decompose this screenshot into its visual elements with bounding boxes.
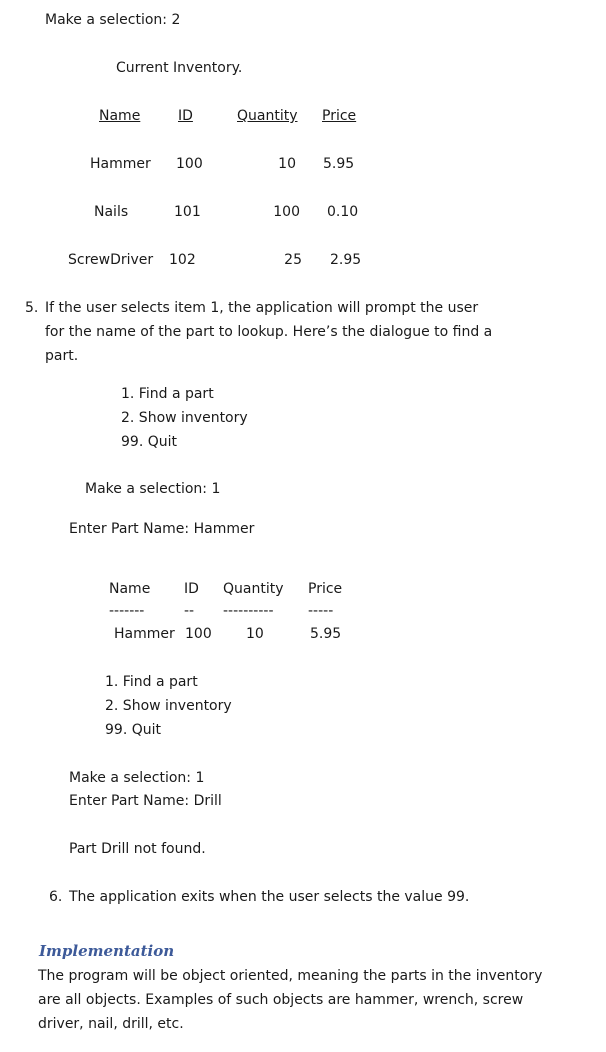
row-name: Hammer	[90, 156, 151, 172]
implementation-line: The program will be object oriented, meaning the parts in the inventory	[38, 968, 543, 984]
row-quantity: 25	[284, 252, 302, 268]
step-6-number: 6.	[49, 889, 63, 905]
row-id: 100	[176, 156, 203, 172]
implementation-line: are all objects. Examples of such objects are hammer, wrench, screw	[38, 992, 524, 1008]
lookup-row-price: 5.95	[310, 626, 342, 642]
lookup-dashes-price: -----	[308, 603, 334, 619]
enter-part-prompt: Enter Part Name: Hammer	[69, 521, 255, 537]
lookup-row-quantity: 10	[246, 626, 264, 642]
selection-prompt: Make a selection: 1	[85, 481, 221, 497]
row-price: 0.10	[327, 204, 359, 220]
menu-item-show: 2. Show inventory	[121, 410, 248, 426]
row-name: Nails	[94, 204, 129, 220]
row-name: ScrewDriver	[68, 252, 154, 268]
not-found-message: Part Drill not found.	[69, 841, 206, 857]
step-5-line: for the name of the part to lookup. Here’s the dialogue to find a	[45, 324, 493, 340]
step-5-line: If the user selects item 1, the application will prompt the user	[45, 300, 479, 316]
row-price: 2.95	[330, 252, 362, 268]
inventory-title: Current Inventory.	[116, 60, 243, 76]
inventory-header-price: Price	[322, 108, 357, 124]
selection-prompt: Make a selection: 2	[45, 12, 181, 28]
enter-part-prompt: Enter Part Name: Drill	[69, 793, 222, 809]
row-quantity: 100	[273, 204, 300, 220]
step-6-text: The application exits when the user selects the value 99.	[69, 889, 470, 905]
inventory-header-name: Name	[99, 108, 141, 124]
lookup-header-id: ID	[184, 581, 199, 597]
lookup-header-name: Name	[109, 581, 151, 597]
menu-item-quit: 99. Quit	[105, 722, 161, 738]
lookup-header-quantity: Quantity	[223, 581, 284, 597]
lookup-row-name: Hammer	[114, 626, 175, 642]
menu-item-find: 1. Find a part	[121, 386, 214, 402]
inventory-header-quantity: Quantity	[237, 108, 298, 124]
selection-prompt: Make a selection: 1	[69, 770, 205, 786]
row-quantity: 10	[278, 156, 296, 172]
row-id: 102	[169, 252, 196, 268]
lookup-dashes-quantity: ----------	[223, 603, 274, 619]
row-id: 101	[174, 204, 201, 220]
lookup-dashes-name: -------	[109, 603, 145, 619]
menu-item-quit: 99. Quit	[121, 434, 177, 450]
lookup-header-price: Price	[308, 581, 343, 597]
implementation-line: driver, nail, drill, etc.	[38, 1016, 184, 1032]
step-5-number: 5.	[25, 300, 39, 316]
row-price: 5.95	[323, 156, 355, 172]
inventory-header-id: ID	[178, 108, 193, 124]
menu-item-show: 2. Show inventory	[105, 698, 232, 714]
lookup-dashes-id: --	[184, 603, 195, 619]
menu-item-find: 1. Find a part	[105, 674, 198, 690]
step-5-line: part.	[45, 348, 79, 364]
lookup-row-id: 100	[185, 626, 212, 642]
implementation-heading: Implementation	[39, 942, 175, 960]
